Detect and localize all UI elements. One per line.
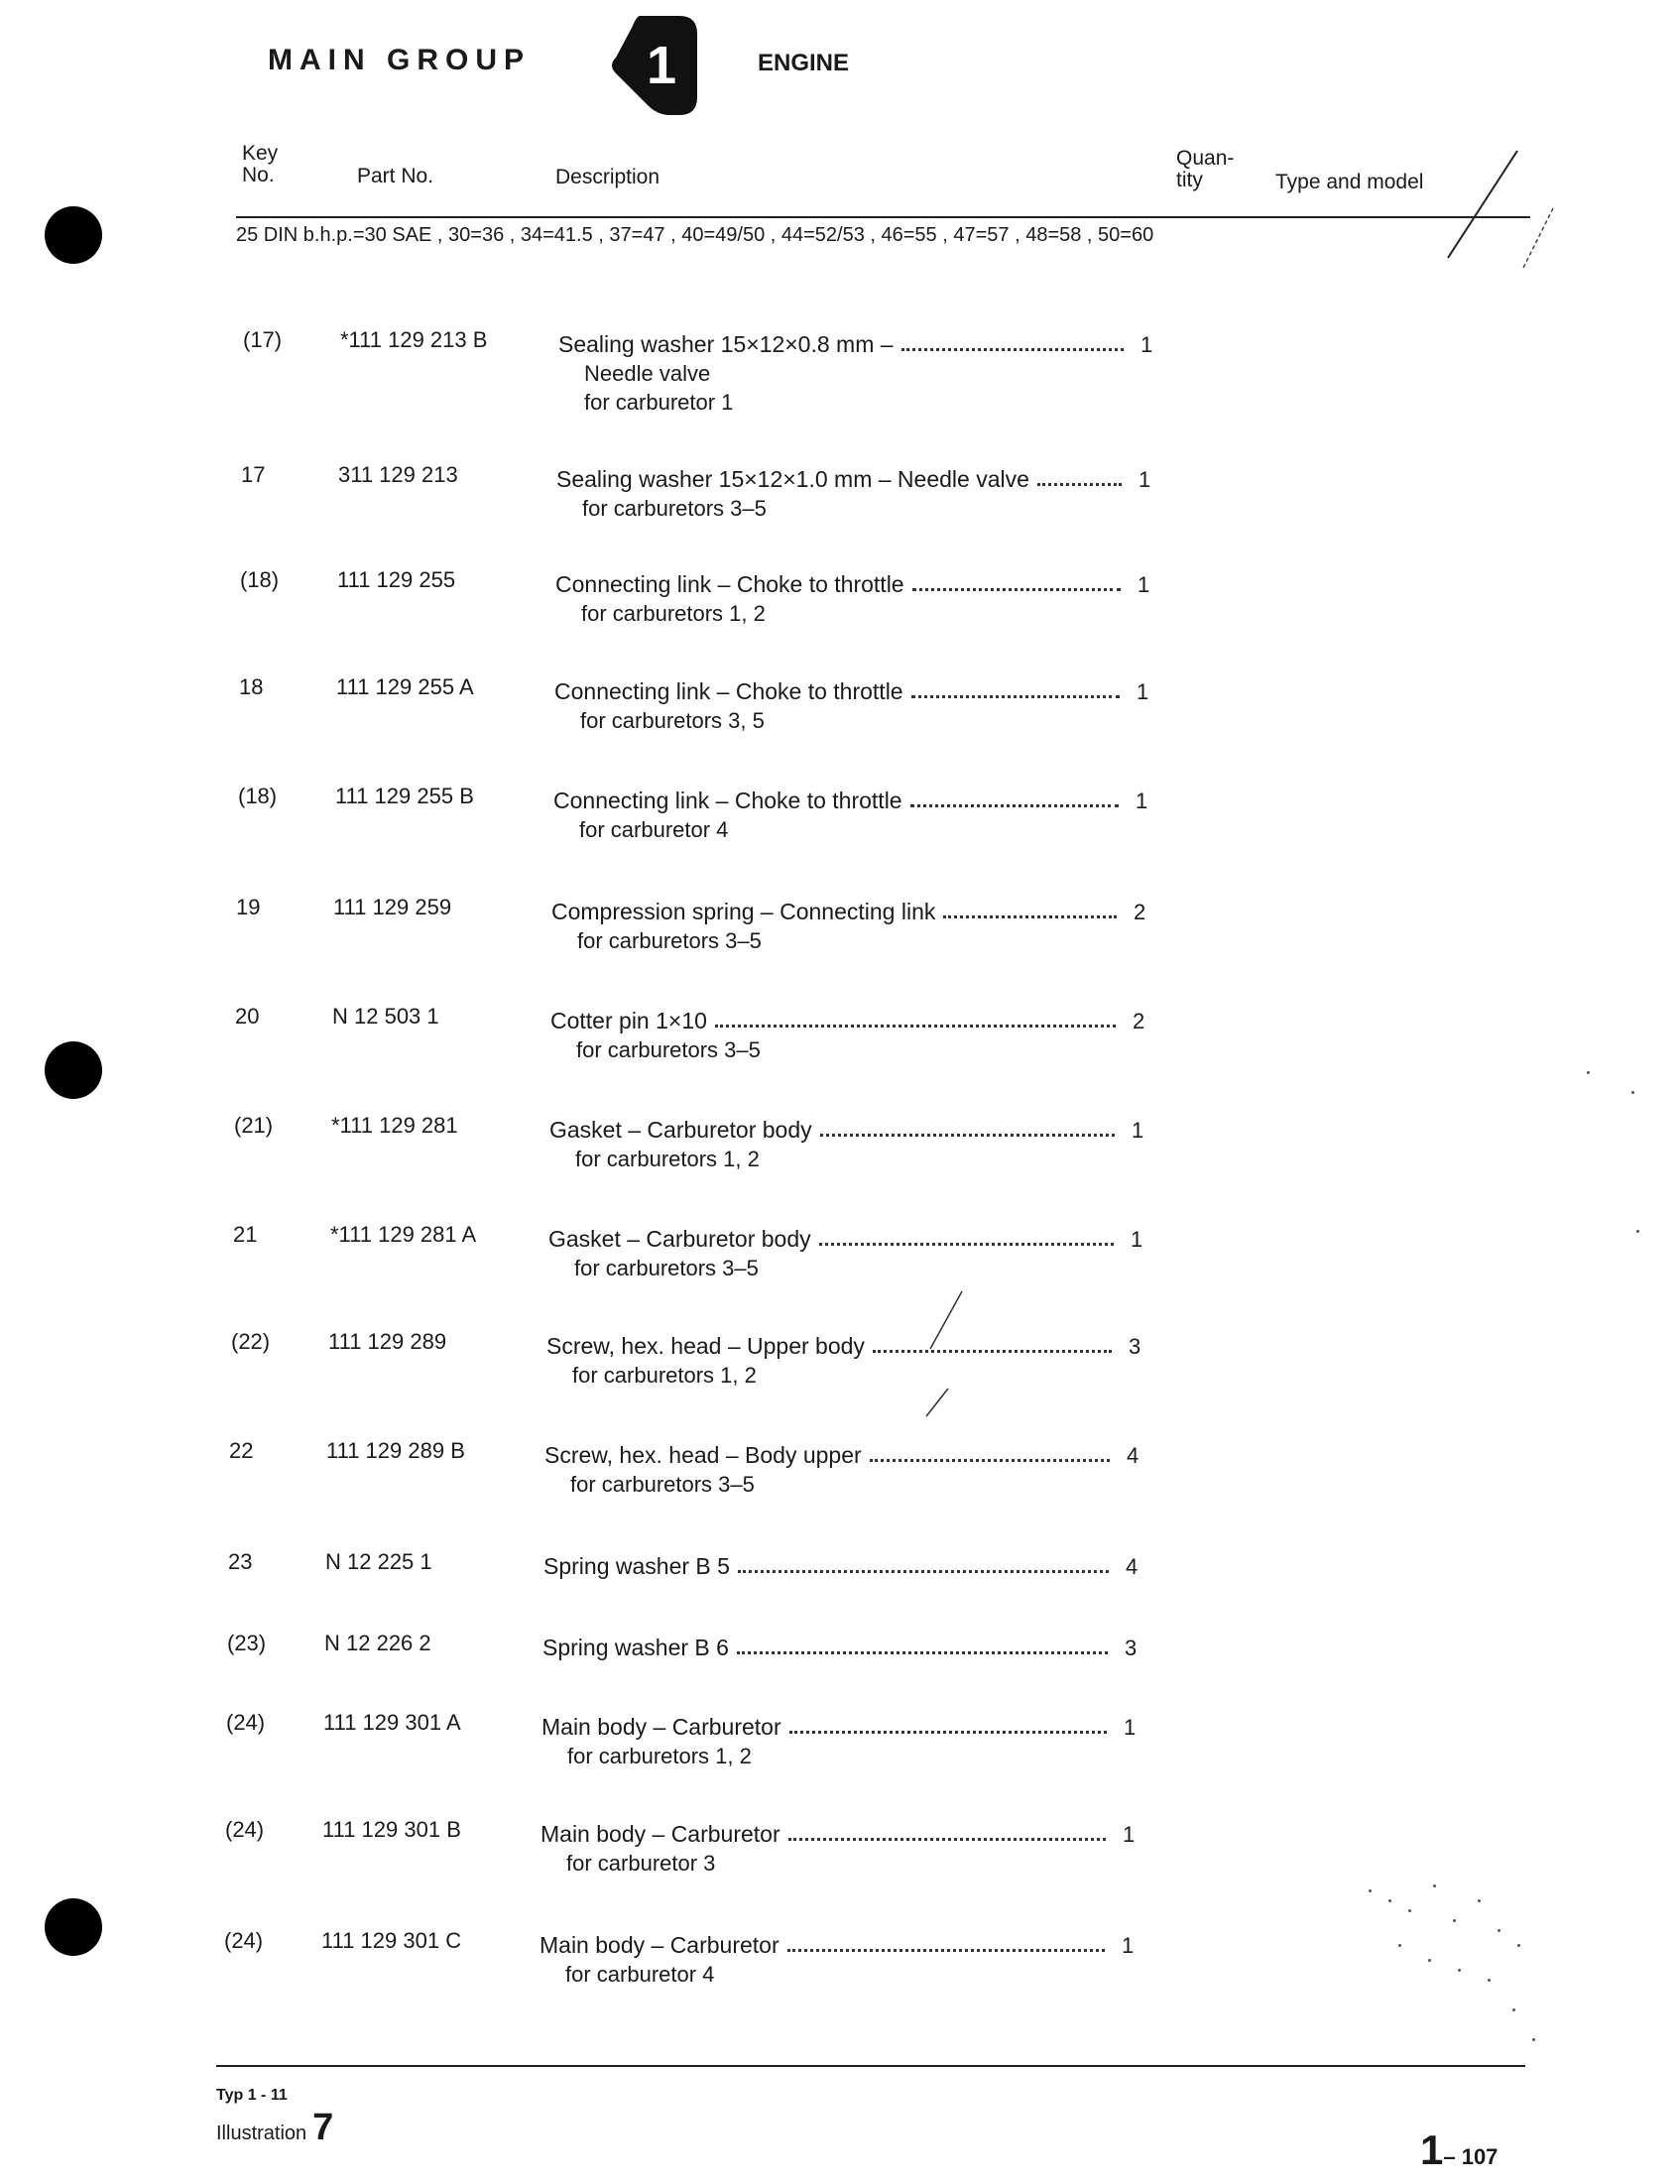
quantity: 1 xyxy=(1138,572,1150,597)
dot-leader xyxy=(788,1820,1106,1841)
column-part-no: Part No. xyxy=(357,165,434,187)
quantity: 1 xyxy=(1132,1118,1144,1143)
key-no: 19 xyxy=(236,895,261,919)
description xyxy=(553,787,1119,844)
description-sub: for carburetor 3 xyxy=(566,1851,716,1876)
main-group-label: MAIN GROUP xyxy=(268,44,531,76)
dot-leader xyxy=(820,1116,1115,1137)
dot-leader xyxy=(715,1007,1116,1028)
dot-leader xyxy=(911,677,1120,698)
header-rule xyxy=(236,216,1530,218)
section-title: ENGINE xyxy=(758,50,850,76)
description-main: Main body – Carburetor xyxy=(541,1714,781,1740)
description-main: Screw, hex. head – Body upper xyxy=(544,1442,862,1468)
description-main: Connecting link – Choke to throttle xyxy=(553,788,902,813)
description xyxy=(549,1116,1115,1173)
part-no: 111 129 255 xyxy=(337,567,456,592)
quantity: 3 xyxy=(1125,1636,1138,1660)
key-no: 23 xyxy=(228,1549,253,1574)
description-main: Sealing washer 15×12×0.8 mm – xyxy=(558,331,894,357)
quantity: 1 xyxy=(1131,1227,1143,1252)
pencil-mark xyxy=(912,1289,972,1418)
illustration-label xyxy=(216,2107,333,2149)
page-suffix: – 107 xyxy=(1443,2144,1499,2169)
part-no: 111 129 255 B xyxy=(335,784,474,808)
key-no: (24) xyxy=(225,1817,265,1842)
description-sub: for carburetors 3, 5 xyxy=(580,708,765,733)
part-no: 311 129 213 xyxy=(338,462,458,487)
description-sub: for carburetors 1, 2 xyxy=(572,1363,757,1388)
key-no: (18) xyxy=(238,784,278,808)
dot-leader xyxy=(819,1225,1114,1246)
description-main: Connecting link – Choke to throttle xyxy=(555,571,904,597)
description-main: Main body – Carburetor xyxy=(540,1821,780,1847)
description xyxy=(558,330,1124,417)
description xyxy=(546,1332,1112,1390)
illustration-text: Illustration xyxy=(216,2123,307,2144)
illustration-number: 7 xyxy=(312,2107,334,2148)
group-number-badge xyxy=(610,14,699,117)
key-no: (22) xyxy=(231,1329,271,1354)
key-no: (18) xyxy=(240,567,280,592)
part-no: 111 129 255 A xyxy=(336,674,474,699)
part-no: N 12 503 1 xyxy=(332,1004,439,1029)
description-sub: for carburetors 3–5 xyxy=(570,1472,755,1497)
part-no: *111 129 281 xyxy=(331,1113,458,1138)
description-sub2: for carburetor 1 xyxy=(584,390,734,415)
description-sub: Needle valve xyxy=(584,361,711,386)
type-label: Typ 1 - 11 xyxy=(216,2087,288,2104)
description-sub: for carburetors 1, 2 xyxy=(567,1744,752,1768)
part-no: 111 129 259 xyxy=(333,895,452,919)
column-description: Description xyxy=(555,166,660,188)
dot-leader xyxy=(901,330,1124,351)
description xyxy=(543,1552,1109,1581)
footer-rule xyxy=(216,2065,1525,2067)
column-key-no: Key No. xyxy=(242,142,279,186)
dot-leader xyxy=(912,570,1121,591)
description xyxy=(540,1931,1105,1989)
description-main: Main body – Carburetor xyxy=(540,1932,780,1958)
description-sub: for carburetors 1, 2 xyxy=(575,1147,760,1171)
quantity: 1 xyxy=(1137,679,1149,704)
quantity: 2 xyxy=(1133,1009,1145,1033)
binder-hole-middle xyxy=(45,1041,102,1099)
dot-leader xyxy=(1037,465,1122,486)
hp-conversion-line: 25 DIN b.h.p.=30 SAE , 30=36 , 34=41.5 , 37=47 , 40=49/50 , 44=52/53 , 46=55 , 47=57 , 48=58 , 50=60 xyxy=(236,224,1154,246)
description-sub: for carburetors 3–5 xyxy=(576,1037,761,1062)
quantity: 1 xyxy=(1123,1822,1136,1847)
part-no: N 12 226 2 xyxy=(324,1631,431,1655)
description xyxy=(551,898,1117,955)
description xyxy=(554,677,1120,735)
key-no: 22 xyxy=(229,1438,254,1463)
key-no: 17 xyxy=(241,462,266,487)
part-no: *111 129 281 A xyxy=(330,1222,477,1247)
quantity: 1 xyxy=(1122,1933,1135,1958)
description-main: Gasket – Carburetor body xyxy=(548,1226,811,1252)
description-sub: for carburetors 3–5 xyxy=(577,928,762,953)
dot-leader xyxy=(789,1713,1107,1734)
description-sub: for carburetor 4 xyxy=(579,817,729,842)
dot-leader xyxy=(737,1634,1108,1654)
key-no: (17) xyxy=(243,327,283,352)
key-no: 20 xyxy=(235,1004,260,1029)
description-main: Compression spring – Connecting link xyxy=(551,899,936,924)
part-no: 111 129 301 C xyxy=(321,1928,462,1953)
description-main: Screw, hex. head – Upper body xyxy=(546,1333,865,1359)
description-main: Gasket – Carburetor body xyxy=(549,1117,812,1143)
quantity: 2 xyxy=(1134,900,1146,924)
part-no: *111 129 213 B xyxy=(340,327,488,352)
description xyxy=(548,1225,1114,1282)
description xyxy=(555,570,1121,628)
description-sub: for carburetor 4 xyxy=(565,1962,715,1987)
description xyxy=(550,1007,1116,1064)
description-sub: for carburetors 3–5 xyxy=(582,496,767,521)
description-main: Connecting link – Choke to throttle xyxy=(554,678,903,704)
dot-leader xyxy=(787,1931,1105,1952)
quantity: 4 xyxy=(1127,1443,1140,1468)
quantity: 3 xyxy=(1129,1334,1141,1359)
column-type-model: Type and model xyxy=(1275,171,1424,193)
part-no: 111 129 289 B xyxy=(326,1438,465,1463)
description-main: Spring washer B 6 xyxy=(542,1635,729,1660)
quantity: 1 xyxy=(1124,1715,1137,1740)
page-number xyxy=(1420,2126,1498,2174)
description xyxy=(556,465,1122,523)
description-main: Sealing washer 15×12×1.0 mm – Needle valve xyxy=(556,466,1029,492)
description-sub: for carburetors 3–5 xyxy=(574,1256,759,1280)
key-no: (24) xyxy=(224,1928,264,1953)
part-no: 111 129 301 B xyxy=(322,1817,461,1842)
key-no: (24) xyxy=(226,1710,266,1735)
page-prefix: 1 xyxy=(1420,2126,1444,2173)
dot-leader xyxy=(943,898,1117,918)
description xyxy=(544,1441,1110,1499)
key-no: (21) xyxy=(234,1113,274,1138)
quantity: 1 xyxy=(1140,332,1153,357)
header-slash-mark xyxy=(1428,149,1557,273)
column-quantity: Quan- tity xyxy=(1176,147,1235,191)
description-main: Spring washer B 5 xyxy=(543,1553,730,1579)
group-number: 1 xyxy=(646,36,677,95)
key-no: (23) xyxy=(227,1631,267,1655)
key-no: 21 xyxy=(233,1222,258,1247)
dot-leader xyxy=(873,1332,1112,1353)
dot-leader xyxy=(910,787,1119,807)
description xyxy=(542,1634,1108,1662)
quantity: 4 xyxy=(1126,1554,1139,1579)
part-no: N 12 225 1 xyxy=(325,1549,432,1574)
description xyxy=(540,1820,1106,1878)
quantity: 1 xyxy=(1139,467,1151,492)
part-no: 111 129 289 xyxy=(328,1329,447,1354)
description-main: Cotter pin 1×10 xyxy=(550,1008,707,1033)
dot-leader xyxy=(738,1552,1109,1573)
description xyxy=(541,1713,1107,1770)
key-no: 18 xyxy=(239,674,264,699)
quantity: 1 xyxy=(1136,789,1148,813)
binder-hole-top xyxy=(45,206,102,264)
part-no: 111 129 301 A xyxy=(323,1710,461,1735)
binder-hole-bottom xyxy=(45,1898,102,1956)
description-sub: for carburetors 1, 2 xyxy=(581,601,766,626)
dot-leader xyxy=(870,1441,1110,1462)
